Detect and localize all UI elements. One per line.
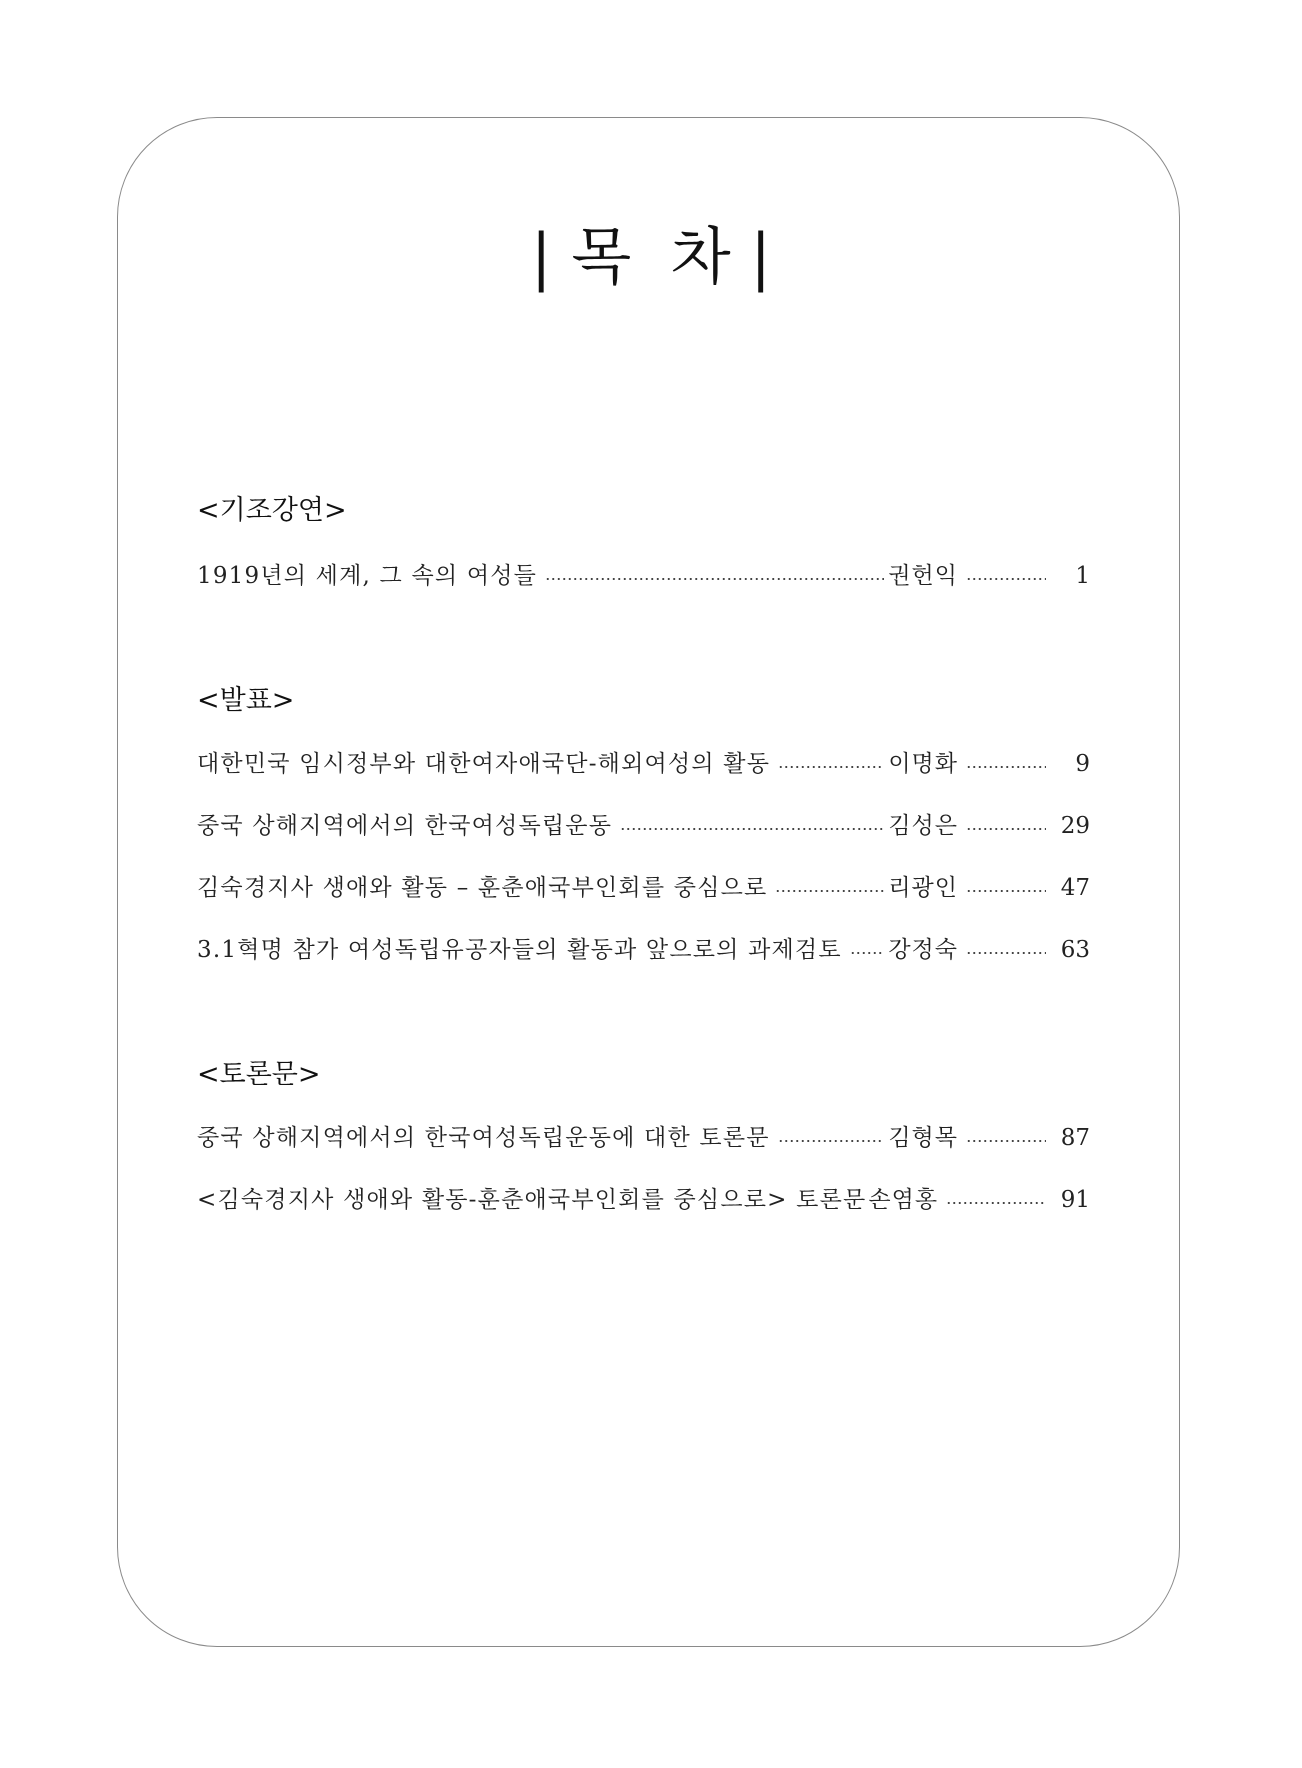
toc-entry[interactable] — [197, 1184, 1090, 1216]
toc-entry[interactable] — [197, 810, 1090, 842]
dot-leader — [620, 827, 884, 831]
dot-leader — [966, 577, 1046, 581]
toc-entry-title: <김숙경지사 생애와 활동-훈춘애국부인회를 중심으로> 토론문 — [197, 1187, 867, 1213]
dot-leader — [966, 765, 1046, 769]
toc-entry-title: 중국 상해지역에서의 한국여성독립운동 — [197, 813, 613, 839]
toc-entry[interactable] — [197, 748, 1090, 780]
toc-entry-page: 63 — [1060, 937, 1090, 963]
toc-entry-page: 9 — [1075, 751, 1090, 777]
dot-leader — [778, 765, 884, 769]
toc-entry[interactable] — [197, 872, 1090, 904]
section-heading-presentations: <발표> — [197, 685, 295, 716]
toc-entry[interactable] — [197, 1122, 1090, 1154]
toc-entry-author: 김성은 — [888, 813, 958, 839]
toc-entry-author: 리광인 — [888, 875, 958, 901]
dot-leader — [775, 889, 884, 893]
dot-leader — [966, 951, 1046, 955]
dot-leader — [966, 889, 1046, 893]
toc-entry[interactable] — [197, 560, 1090, 592]
toc-entry-page: 1 — [1075, 563, 1090, 589]
page-title: | 목 차 | — [530, 220, 772, 293]
dot-leader — [778, 1139, 885, 1143]
dot-leader — [946, 1201, 1046, 1205]
toc-entry-author: 권헌익 — [888, 563, 958, 589]
toc-entry-page: 91 — [1060, 1187, 1090, 1213]
toc-entry-author: 이명화 — [888, 751, 958, 777]
toc-entry[interactable] — [197, 934, 1090, 966]
dot-leader — [966, 1139, 1046, 1143]
toc-entry-author: 손염홍 — [868, 1187, 939, 1213]
toc-entry-author: 김형목 — [888, 1125, 958, 1151]
toc-entry-page: 29 — [1060, 813, 1090, 839]
section-heading-keynote: <기조강연> — [197, 495, 347, 526]
toc-entry-title: 3.1혁명 참가 여성독립유공자들의 활동과 앞으로의 과제검토 — [197, 937, 842, 963]
toc-entry-page: 47 — [1060, 875, 1090, 901]
toc-entry-author: 강정숙 — [888, 937, 958, 963]
toc-entry-page: 87 — [1060, 1125, 1090, 1151]
toc-entry-title: 중국 상해지역에서의 한국여성독립운동에 대한 토론문 — [197, 1125, 770, 1151]
dot-leader — [966, 827, 1046, 831]
dot-leader — [545, 577, 884, 581]
toc-entry-title: 대한민국 임시정부와 대한여자애국단-해외여성의 활동 — [197, 751, 771, 777]
toc-entry-title: 김숙경지사 생애와 활동 – 훈춘애국부인회를 중심으로 — [197, 875, 768, 901]
section-heading-discussions: <토론문> — [197, 1059, 321, 1090]
toc-entry-title: 1919년의 세계, 그 속의 여성들 — [197, 563, 538, 589]
dot-leader — [850, 951, 885, 955]
